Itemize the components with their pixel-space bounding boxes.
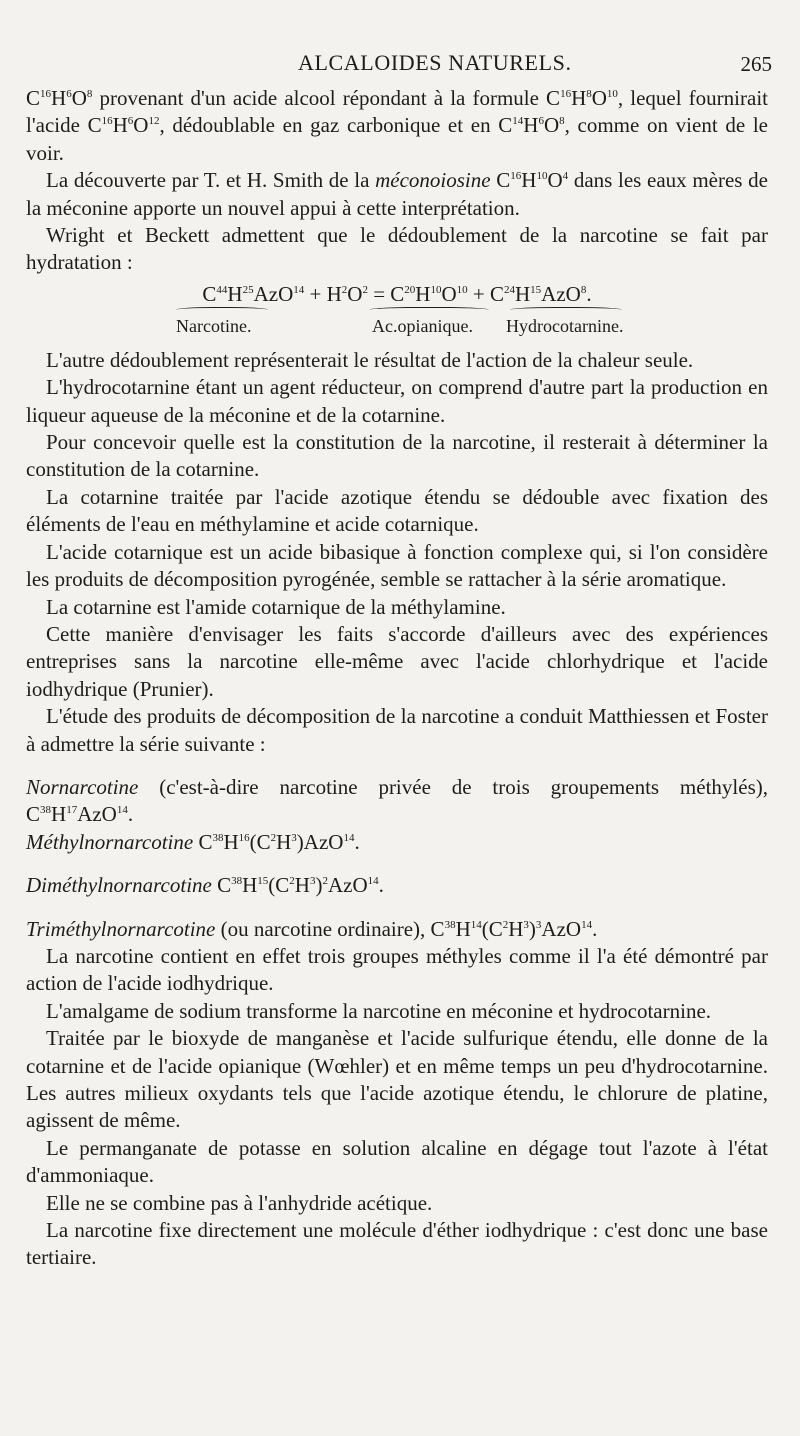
series-nornarcotine: Nornarcotine (c'est-à-dire narcotine privée de trois groupements méthylés), $C^{38}H^{17}AzO^{14}$. xyxy=(26,774,768,827)
hydration-equation xyxy=(26,281,768,341)
series-trimethylnornarcotine: Triméthylnornarcotine (ou narcotine ordinaire), $C^{38}H^{14}(C^2H^3)^3AzO^{14}$. xyxy=(26,916,598,941)
label-opianique: Ac.opianique. xyxy=(372,315,473,336)
paragraph-17: La narcotine fixe directement une molécule d'éther iodhydrique : c'est donc une base tertiaire. xyxy=(26,1218,768,1270)
paragraph-13: L'amalgame de sodium transforme la narcotine en méconine et hydrocotarnine. xyxy=(46,998,712,1023)
label-narcotine: Narcotine. xyxy=(176,315,252,336)
series-methylnornarcotine: Méthylnornarcotine $C^{38}H^{16}(C^2H^3)AzO^{14}$. xyxy=(26,829,360,854)
paragraph-14: Traitée par le bioxyde de manganèse et l'acide sulfurique étendu, elle donne de la cotarnine et de l'acide opianique (Wœhler) et en même temps un peu d'hydrocotarnine. Les autres milieux oxydants tels que l'acide azotique étendu, le chlorure de platine, agissent de même. xyxy=(26,1026,768,1133)
page-header xyxy=(0,50,800,80)
paragraph-5: L'hydrocotarnine étant un agent réducteur, on comprend d'autre part la production en liqueur aqueuse de la méconine et de la cotarnine. xyxy=(26,375,768,427)
series-dimethylnornarcotine: Diméthylnornarcotine $C^{38}H^{15}(C^2H^3)^2AzO^{14}$. xyxy=(26,873,384,898)
equation-formula: $C^{44}H^{25}AzO^{14} + H^2O^2 = C^{20}H^{10}O^{10} + C^{24}H^{15}AzO^8$. xyxy=(202,281,592,306)
paragraph-10: Cette manière d'envisager les faits s'accorde d'ailleurs avec des expériences entreprises sans la narcotine elle-même avec l'acide chlorhydrique et l'acide iodhydrique (Prunier). xyxy=(26,621,768,701)
italic-term: méconoiosine xyxy=(375,168,491,193)
paragraph-2: La découverte par T. et H. Smith de la méconoiosine $C^{16}H^{10}O^4$ dans les eaux mères de la méconine apporte un nouvel appui à cette interprétation. xyxy=(26,168,768,220)
paragraph-3: Wright et Beckett admettent que le dédoublement de la narcotine se fait par hydratation : xyxy=(26,223,768,275)
page-number: 265 xyxy=(740,52,772,76)
label-hydrocotarnine: Hydrocotarnine. xyxy=(506,315,624,336)
running-title: ALCALOIDES NATURELS. xyxy=(298,50,572,75)
paragraph-4: L'autre dédoublement représenterait le résultat de l'action de la chaleur seule. xyxy=(46,347,694,372)
page-body xyxy=(26,85,768,1272)
paragraph-6: Pour concevoir quelle est la constitution de la narcotine, il resterait à déterminer la constitution de la cotarnine. xyxy=(26,430,768,482)
paragraph-7: La cotarnine traitée par l'acide azotique étendu se dédouble avec fixation des éléments de l'eau en méthylamine et acide cotarnique. xyxy=(26,484,768,537)
paragraph-8: L'acide cotarnique est un acide bibasique à fonction complexe qui, si l'on considère les produits de décomposition pyrogénée, semble se rattacher à la série aromatique. xyxy=(26,539,768,592)
paragraph-1: $C^{16}H^6O^8$ provenant d'un acide alcool répondant à la formule $C^{16}H^8O^{10}$, lequel fournirait l'acide $C^{16}H^6O^{12}$, dédoublable en gaz carbonique et en $C^{14}H^6O^8$, comme on vient de le voir. xyxy=(26,86,768,165)
paragraph-9: La cotarnine est l'amide cotarnique de la méthylamine. xyxy=(46,594,506,619)
paragraph-11: L'étude des produits de décomposition de la narcotine a conduit Matthiessen et Foster à admettre la série suivante : xyxy=(26,704,768,756)
paragraph-15: Le permanganate de potasse en solution alcaline en dégage tout l'azote à l'état d'ammoniaque. xyxy=(26,1135,768,1188)
paragraph-16: Elle ne se combine pas à l'anhydride acétique. xyxy=(46,1190,433,1215)
paragraph-12: La narcotine contient en effet trois groupes méthyles comme il l'a été démontré par action de l'acide iodhydrique. xyxy=(26,943,768,996)
